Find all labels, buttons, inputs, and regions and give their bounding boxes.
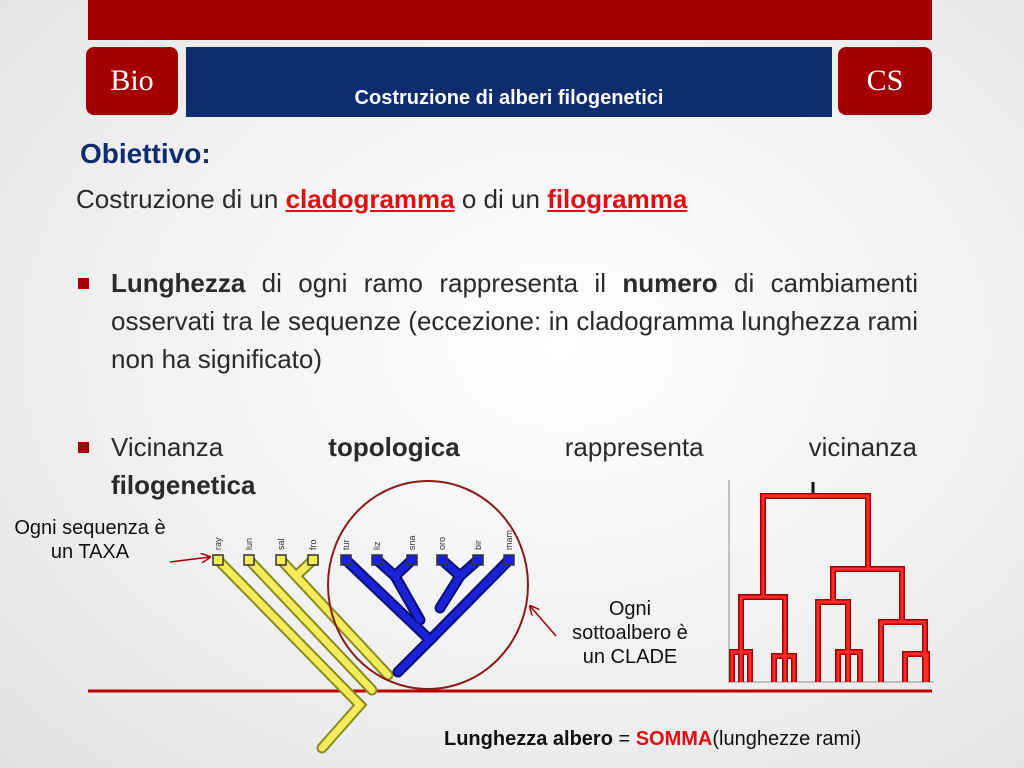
objective-heading: Obiettivo: bbox=[80, 138, 211, 169]
leaf-label: tur bbox=[341, 539, 351, 550]
taxa-note: Ogni sequenza è un TAXA bbox=[14, 517, 166, 563]
leaf-node bbox=[504, 555, 514, 565]
bullet-text-part: di ogni ramo rappresenta il bbox=[245, 268, 623, 298]
objective-prefix: Costruzione di un bbox=[76, 184, 286, 214]
clade-note: Ogni sottoalbero è un CLADE bbox=[572, 598, 688, 668]
bullet-bold-numero: numero bbox=[622, 268, 718, 298]
leaf-label: fro bbox=[308, 539, 318, 550]
formula-left: Lunghezza albero bbox=[444, 728, 613, 750]
leaf-node bbox=[341, 555, 351, 565]
taxa-arrow bbox=[170, 557, 210, 562]
cs-tab: CS bbox=[838, 47, 932, 115]
leaf-label: lun bbox=[244, 537, 254, 550]
red-dendrogram bbox=[729, 480, 934, 683]
term-filogramma: filogramma bbox=[547, 184, 688, 214]
leaf-label: mam bbox=[504, 530, 514, 550]
leaf-node bbox=[308, 555, 318, 565]
leaf-node bbox=[437, 555, 447, 565]
leaf-node bbox=[407, 555, 417, 565]
term-cladogramma: cladogramma bbox=[285, 184, 455, 214]
leaf-node bbox=[244, 555, 254, 565]
bullet-text-part: di cambiamenti osservati tra le sequenze (eccezione: in cladogramma lunghezza rami non ha significato) bbox=[111, 268, 918, 374]
leaf-label: sna bbox=[407, 535, 417, 550]
clade-arrow bbox=[530, 606, 556, 636]
bullet-bold-filogenetica: filogenetica bbox=[111, 470, 256, 500]
leaf-node bbox=[473, 555, 483, 565]
slide-title-text: Costruzione di alberi filogenetici bbox=[354, 87, 664, 109]
leaf-labels bbox=[213, 530, 514, 550]
leaf-label: sal bbox=[276, 538, 286, 550]
bullet-word: Vicinanza bbox=[111, 432, 224, 462]
leaf-node bbox=[213, 555, 223, 565]
formula-right: (lunghezze rami) bbox=[712, 728, 862, 750]
yellow-branches bbox=[218, 560, 388, 748]
leaf-label: bir bbox=[473, 539, 483, 550]
bullet-word: rappresenta bbox=[564, 432, 704, 462]
objective-middle: o di un bbox=[454, 184, 548, 214]
leaf-node bbox=[276, 555, 286, 565]
bullet-bold-topologica: topologica bbox=[328, 432, 460, 462]
clade-circle bbox=[328, 481, 528, 689]
leaf-node bbox=[372, 555, 382, 565]
leaf-label: ray bbox=[213, 537, 223, 550]
bullet-word: vicinanza bbox=[808, 432, 917, 462]
tree-length-formula bbox=[444, 728, 861, 751]
formula-eq: = bbox=[612, 728, 636, 750]
leaf-label: oro bbox=[437, 536, 447, 550]
formula-somma: SOMMA bbox=[635, 728, 713, 750]
bullet-bold-lunghezza: Lunghezza bbox=[111, 268, 246, 298]
bio-tab: Bio bbox=[86, 47, 178, 115]
leaf-label: liz bbox=[372, 541, 382, 550]
